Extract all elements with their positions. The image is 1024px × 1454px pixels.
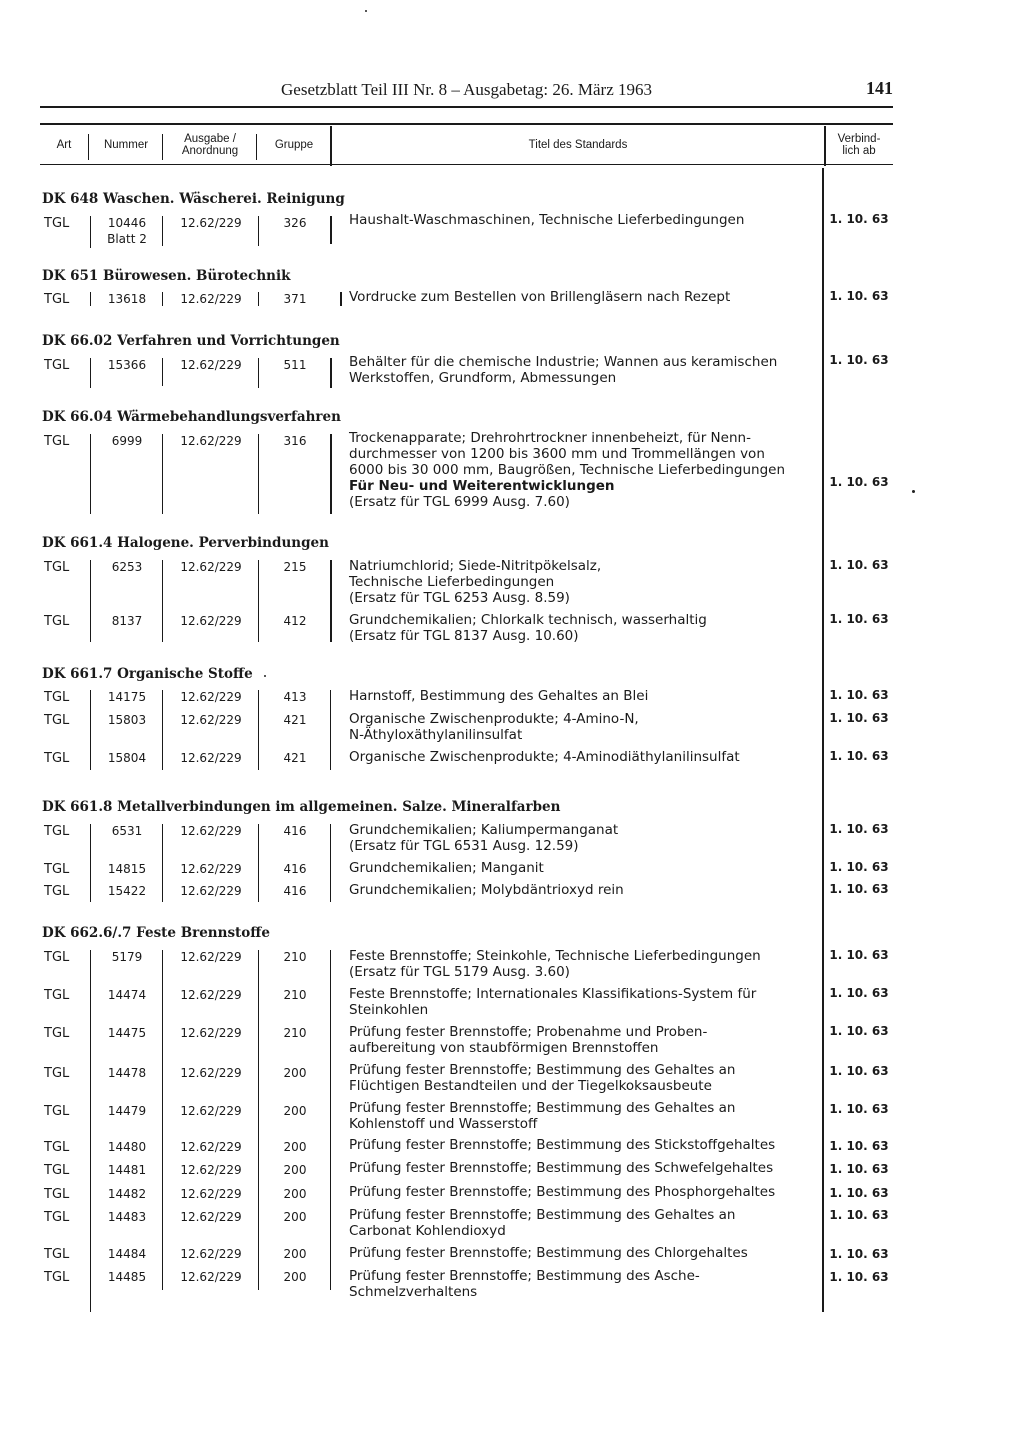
row-nummer: 15422	[107, 884, 147, 898]
row-title	[349, 612, 819, 644]
row-gruppe: 326	[283, 216, 307, 230]
row-title	[349, 1245, 819, 1261]
row-nummer: 14484	[107, 1247, 147, 1261]
cell-rule	[162, 824, 163, 902]
row-title-line: Prüfung fester Brennstoffe; Bestimmung des Gehaltes an	[349, 1100, 736, 1116]
cell-rule	[90, 358, 91, 388]
row-ausgabe: 12.62/229	[180, 884, 242, 898]
row-art: TGL	[44, 950, 70, 965]
row-nummer: 14475	[107, 1026, 147, 1040]
row-title-line: Steinkohlen	[349, 1002, 429, 1018]
cell-rule	[162, 292, 163, 306]
row-date: 1. 10. 63	[829, 1162, 889, 1176]
row-gruppe: 511	[283, 358, 307, 372]
cell-rule	[258, 560, 259, 642]
cell-rule	[162, 434, 163, 514]
row-ausgabe: 12.62/229	[180, 824, 242, 838]
row-ausgabe: 12.62/229	[180, 614, 242, 628]
row-ausgabe: 12.62/229	[180, 292, 242, 306]
row-ausgabe: 12.62/229	[180, 1140, 242, 1154]
row-art: TGL	[44, 1187, 70, 1202]
column-header-verbindlich	[826, 126, 892, 164]
column-header-gruppe: Gruppe	[274, 139, 314, 151]
cell-rule	[90, 292, 91, 306]
row-title	[349, 882, 819, 898]
row-title-line: 6000 bis 30 000 mm, Baugrößen, Technische Lieferbedingungen	[349, 462, 786, 478]
row-art: TGL	[44, 988, 70, 1003]
row-title-line: Grundchemikalien; Kaliumpermanganat	[349, 822, 619, 838]
row-title-line-bold: Für Neu- und Weiterentwicklungen	[349, 478, 615, 494]
row-title-line: N-Äthyloxäthylanilinsulfat	[349, 727, 523, 743]
row-nummer: 14479	[107, 1104, 147, 1118]
row-ausgabe: 12.62/229	[180, 1210, 242, 1224]
row-title-line: Feste Brennstoffe; Internationales Klassifikations-System für	[349, 986, 757, 1002]
row-ausgabe: 12.62/229	[180, 1247, 242, 1261]
row-nummer: 6999	[111, 434, 143, 448]
cell-rule	[330, 950, 331, 1290]
column-header-ausgabe-line1: Ausgabe /	[184, 133, 236, 145]
row-title-line: Schmelzverhaltens	[349, 1284, 478, 1300]
row-nummer: 14815	[107, 862, 147, 876]
row-title-line: Prüfung fester Brennstoffe; Bestimmung des Schwefelgehaltes	[349, 1160, 774, 1176]
row-gruppe: 316	[283, 434, 307, 448]
row-title-line: Flüchtigen Bestandteilen und der Tiegelkoksausbeute	[349, 1078, 712, 1094]
cell-rule	[258, 434, 259, 514]
row-gruppe: 200	[283, 1163, 307, 1177]
row-gruppe: 416	[283, 884, 307, 898]
row-title-line: (Ersatz für TGL 8137 Ausg. 10.60)	[349, 628, 579, 644]
cell-rule	[162, 950, 163, 1290]
column-header-nummer: Nummer	[103, 139, 149, 151]
row-art: TGL	[44, 1140, 70, 1155]
row-title	[349, 1137, 819, 1153]
row-title-line: Vordrucke zum Bestellen von Brillengläsern nach Rezept	[349, 289, 731, 305]
row-title-line: Prüfung fester Brennstoffe; Bestimmung des Chlorgehaltes	[349, 1245, 748, 1261]
page-number: 141	[866, 78, 893, 98]
row-date: 1. 10. 63	[829, 882, 889, 896]
row-title-line: Kohlenstoff und Wasserstoff	[349, 1116, 538, 1132]
row-ausgabe: 12.62/229	[180, 1026, 242, 1040]
column-header-titel: Titel des Standards	[528, 139, 628, 151]
row-title	[349, 1062, 819, 1094]
row-title-line: Carbonat Kohlendioxyd	[349, 1223, 506, 1239]
row-title-line: Technische Lieferbedingungen	[349, 574, 555, 590]
row-art: TGL	[44, 862, 70, 877]
row-title-line: Grundchemikalien; Chlorkalk technisch, wasserhaltig	[349, 612, 707, 628]
section-heading: DK 662.6/.7 Feste Brennstoffe	[42, 925, 270, 941]
row-gruppe: 200	[283, 1140, 307, 1154]
row-ausgabe: 12.62/229	[180, 690, 242, 704]
row-gruppe: 416	[283, 862, 307, 876]
date-column-rule	[822, 168, 824, 1312]
row-nummer: 14482	[107, 1187, 147, 1201]
row-title	[349, 1100, 819, 1132]
row-date: 1. 10. 63	[829, 558, 889, 572]
row-title	[349, 1268, 819, 1300]
row-title	[349, 822, 819, 854]
row-ausgabe: 12.62/229	[180, 216, 242, 230]
section-heading: DK 661.7 Organische Stoffe	[42, 666, 253, 682]
row-gruppe: 421	[283, 751, 307, 765]
row-art: TGL	[44, 1104, 70, 1119]
row-title	[349, 711, 819, 743]
cell-rule	[90, 950, 91, 1312]
row-title	[349, 1184, 819, 1200]
row-art: TGL	[44, 1026, 70, 1041]
cell-rule	[330, 690, 331, 770]
cell-rule	[330, 434, 332, 514]
row-title	[349, 688, 819, 704]
column-header-verbindlich-line2: lich ab	[842, 145, 876, 157]
row-nummer: 14481	[107, 1163, 147, 1177]
row-title	[349, 948, 819, 980]
cell-rule	[162, 358, 163, 386]
section-heading: DK 648 Waschen. Wäscherei. Reinigung	[42, 191, 345, 207]
row-gruppe: 210	[283, 950, 307, 964]
row-title-line: (Ersatz für TGL 5179 Ausg. 3.60)	[349, 964, 570, 980]
cell-rule	[258, 824, 259, 902]
row-title	[349, 1024, 819, 1056]
row-gruppe: 210	[283, 1026, 307, 1040]
row-date: 1. 10. 63	[829, 948, 889, 962]
column-header-verbindlich-line1: Verbind-	[837, 133, 881, 145]
row-ausgabe: 12.62/229	[180, 1270, 242, 1284]
row-gruppe: 200	[283, 1187, 307, 1201]
row-art: TGL	[44, 434, 70, 449]
row-art: TGL	[44, 1210, 70, 1225]
section-heading: DK 66.02 Verfahren und Vorrichtungen	[42, 333, 340, 349]
row-ausgabe: 12.62/229	[180, 1187, 242, 1201]
row-title	[349, 289, 819, 305]
row-nummer: 14485	[107, 1270, 147, 1284]
header-rule-2	[162, 134, 163, 160]
row-nummer: 10446	[107, 216, 147, 230]
row-title-line: Feste Brennstoffe; Steinkohle, Technische Lieferbedingungen	[349, 948, 761, 964]
cell-rule	[340, 292, 342, 306]
row-art: TGL	[44, 884, 70, 899]
row-title	[349, 1207, 819, 1239]
row-title	[349, 986, 819, 1018]
row-date: 1. 10. 63	[829, 612, 889, 626]
row-art: TGL	[44, 713, 70, 728]
row-gruppe: 200	[283, 1210, 307, 1224]
row-date: 1. 10. 63	[829, 860, 889, 874]
row-title-line: Behälter für die chemische Industrie; Wannen aus keramischen	[349, 354, 778, 370]
row-gruppe: 210	[283, 988, 307, 1002]
row-nummer-sub: Blatt 2	[107, 232, 147, 246]
row-title-line: Prüfung fester Brennstoffe; Bestimmung des Phosphorgehaltes	[349, 1184, 776, 1200]
row-nummer: 6531	[111, 824, 143, 838]
row-title-line: Prüfung fester Brennstoffe; Probenahme und Proben-	[349, 1024, 708, 1040]
row-title-line: Prüfung fester Brennstoffe; Bestimmung des Gehaltes an	[349, 1062, 736, 1078]
cell-rule	[258, 292, 259, 306]
row-nummer: 15803	[107, 713, 147, 727]
row-gruppe: 200	[283, 1270, 307, 1284]
row-ausgabe: 12.62/229	[180, 862, 242, 876]
section-heading: DK 661.8 Metallverbindungen im allgemeinen. Salze. Mineralfarben	[42, 799, 561, 815]
row-date: 1. 10. 63	[829, 1139, 889, 1153]
row-title-line: Grundchemikalien; Molybdäntrioxyd rein	[349, 882, 624, 898]
row-ausgabe: 12.62/229	[180, 1104, 242, 1118]
table-header-rule	[40, 164, 893, 165]
row-date: 1. 10. 63	[829, 1102, 889, 1116]
row-date: 1. 10. 63	[829, 475, 889, 489]
row-title-line: Organische Zwischenprodukte; 4-Amino-N,	[349, 711, 639, 727]
row-gruppe: 413	[283, 690, 307, 704]
row-gruppe: 200	[283, 1066, 307, 1080]
row-date: 1. 10. 63	[829, 289, 889, 303]
row-gruppe: 371	[283, 292, 307, 306]
cell-rule	[162, 216, 163, 246]
row-gruppe: 421	[283, 713, 307, 727]
header-rule-4	[330, 126, 332, 166]
row-nummer: 15366	[107, 358, 147, 372]
row-ausgabe: 12.62/229	[180, 1066, 242, 1080]
cell-rule	[330, 358, 332, 388]
row-gruppe: 215	[283, 560, 307, 574]
section-heading: DK 66.04 Wärmebehandlungsverfahren	[42, 409, 341, 425]
row-nummer: 14483	[107, 1210, 147, 1224]
cell-rule	[258, 950, 259, 1290]
row-title-line: (Ersatz für TGL 6531 Ausg. 12.59)	[349, 838, 579, 854]
row-title	[349, 1160, 819, 1176]
row-gruppe: 200	[283, 1247, 307, 1261]
row-nummer: 14474	[107, 988, 147, 1002]
row-date: 1. 10. 63	[829, 212, 889, 226]
row-date: 1. 10. 63	[829, 353, 889, 367]
cell-rule	[162, 560, 163, 642]
row-title-line: Trockenapparate; Drehrohrtrockner innenbeheizt, für Nenn-	[349, 430, 751, 446]
row-date: 1. 10. 63	[829, 1270, 889, 1284]
row-art: TGL	[44, 751, 70, 766]
cell-rule	[258, 216, 259, 246]
cell-rule	[90, 824, 91, 902]
row-title-line: Werkstoffen, Grundform, Abmessungen	[349, 370, 617, 386]
row-title-line: Organische Zwischenprodukte; 4-Aminodiäthylanilinsulfat	[349, 749, 740, 765]
row-title-line: (Ersatz für TGL 6253 Ausg. 8.59)	[349, 590, 570, 606]
row-ausgabe: 12.62/229	[180, 751, 242, 765]
row-nummer: 14175	[107, 690, 147, 704]
row-title	[349, 860, 819, 876]
row-nummer: 6253	[111, 560, 143, 574]
row-title-line: Grundchemikalien; Manganit	[349, 860, 544, 876]
cell-rule	[162, 690, 163, 770]
cell-rule	[330, 216, 332, 244]
cell-rule	[90, 560, 91, 642]
row-title	[349, 354, 819, 386]
column-header-art: Art	[56, 139, 72, 151]
row-art: TGL	[44, 292, 70, 307]
row-nummer: 15804	[107, 751, 147, 765]
row-date: 1. 10. 63	[829, 711, 889, 725]
column-header-ausgabe-line2: Anordnung	[181, 145, 239, 157]
scan-speck	[264, 675, 266, 677]
row-art: TGL	[44, 216, 70, 231]
header-rule-5	[824, 126, 826, 166]
scan-speck	[912, 490, 915, 493]
section-heading: DK 651 Bürowesen. Bürotechnik	[42, 268, 291, 284]
cell-rule	[90, 690, 91, 770]
row-date: 1. 10. 63	[829, 1186, 889, 1200]
row-title	[349, 558, 819, 606]
row-date: 1. 10. 63	[829, 1247, 889, 1261]
row-title	[349, 212, 819, 228]
row-gruppe: 412	[283, 614, 307, 628]
header-rule-3	[256, 134, 257, 160]
running-title: Gesetzblatt Teil III Nr. 8 – Ausgabetag: 26. März 1963	[281, 80, 652, 99]
row-title-line: Prüfung fester Brennstoffe; Bestimmung des Asche-	[349, 1268, 700, 1284]
row-title-line: Natriumchlorid; Siede-Nitritpökelsalz,	[349, 558, 602, 574]
row-nummer: 13618	[107, 292, 147, 306]
row-title	[349, 749, 819, 765]
cell-rule	[90, 216, 91, 248]
row-ausgabe: 12.62/229	[180, 950, 242, 964]
running-head	[40, 76, 893, 108]
row-title-line: aufbereitung von staubförmigen Brennstoffen	[349, 1040, 659, 1056]
row-art: TGL	[44, 824, 70, 839]
row-gruppe: 416	[283, 824, 307, 838]
row-title-line: Harnstoff, Bestimmung des Gehaltes an Blei	[349, 688, 649, 704]
row-nummer: 5179	[111, 950, 143, 964]
row-ausgabe: 12.62/229	[180, 434, 242, 448]
cell-rule	[330, 560, 332, 642]
row-title-line: Prüfung fester Brennstoffe; Bestimmung des Stickstoffgehaltes	[349, 1137, 776, 1153]
column-header-ausgabe	[164, 126, 256, 164]
row-title-line: durchmesser von 1200 bis 3600 mm und Trommellängen von	[349, 446, 765, 462]
row-date: 1. 10. 63	[829, 986, 889, 1000]
row-art: TGL	[44, 1247, 70, 1262]
row-title-line: (Ersatz für TGL 6999 Ausg. 7.60)	[349, 494, 570, 510]
header-rule-1	[88, 134, 89, 160]
row-title-line: Prüfung fester Brennstoffe; Bestimmung des Gehaltes an	[349, 1207, 736, 1223]
row-ausgabe: 12.62/229	[180, 988, 242, 1002]
cell-rule	[258, 358, 259, 388]
row-art: TGL	[44, 1270, 70, 1285]
row-art: TGL	[44, 358, 70, 373]
row-title	[349, 430, 819, 510]
section-heading: DK 661.4 Halogene. Perverbindungen	[42, 535, 329, 551]
row-art: TGL	[44, 1163, 70, 1178]
table-top-rule	[40, 123, 893, 125]
scan-speck	[365, 10, 367, 12]
row-date: 1. 10. 63	[829, 1208, 889, 1222]
row-nummer: 14480	[107, 1140, 147, 1154]
row-date: 1. 10. 63	[829, 1024, 889, 1038]
row-art: TGL	[44, 614, 70, 629]
row-ausgabe: 12.62/229	[180, 560, 242, 574]
cell-rule	[90, 434, 91, 514]
cell-rule	[258, 690, 259, 770]
row-date: 1. 10. 63	[829, 749, 889, 763]
row-title-line: Haushalt-Waschmaschinen, Technische Lieferbedingungen	[349, 212, 745, 228]
row-gruppe: 200	[283, 1104, 307, 1118]
row-art: TGL	[44, 1066, 70, 1081]
row-art: TGL	[44, 690, 70, 705]
row-date: 1. 10. 63	[829, 688, 889, 702]
row-art: TGL	[44, 560, 70, 575]
row-date: 1. 10. 63	[829, 1064, 889, 1078]
cell-rule	[330, 824, 331, 902]
row-nummer: 14478	[107, 1066, 147, 1080]
row-ausgabe: 12.62/229	[180, 358, 242, 372]
row-date: 1. 10. 63	[829, 822, 889, 836]
row-ausgabe: 12.62/229	[180, 1163, 242, 1177]
row-ausgabe: 12.62/229	[180, 713, 242, 727]
row-nummer: 8137	[111, 614, 143, 628]
